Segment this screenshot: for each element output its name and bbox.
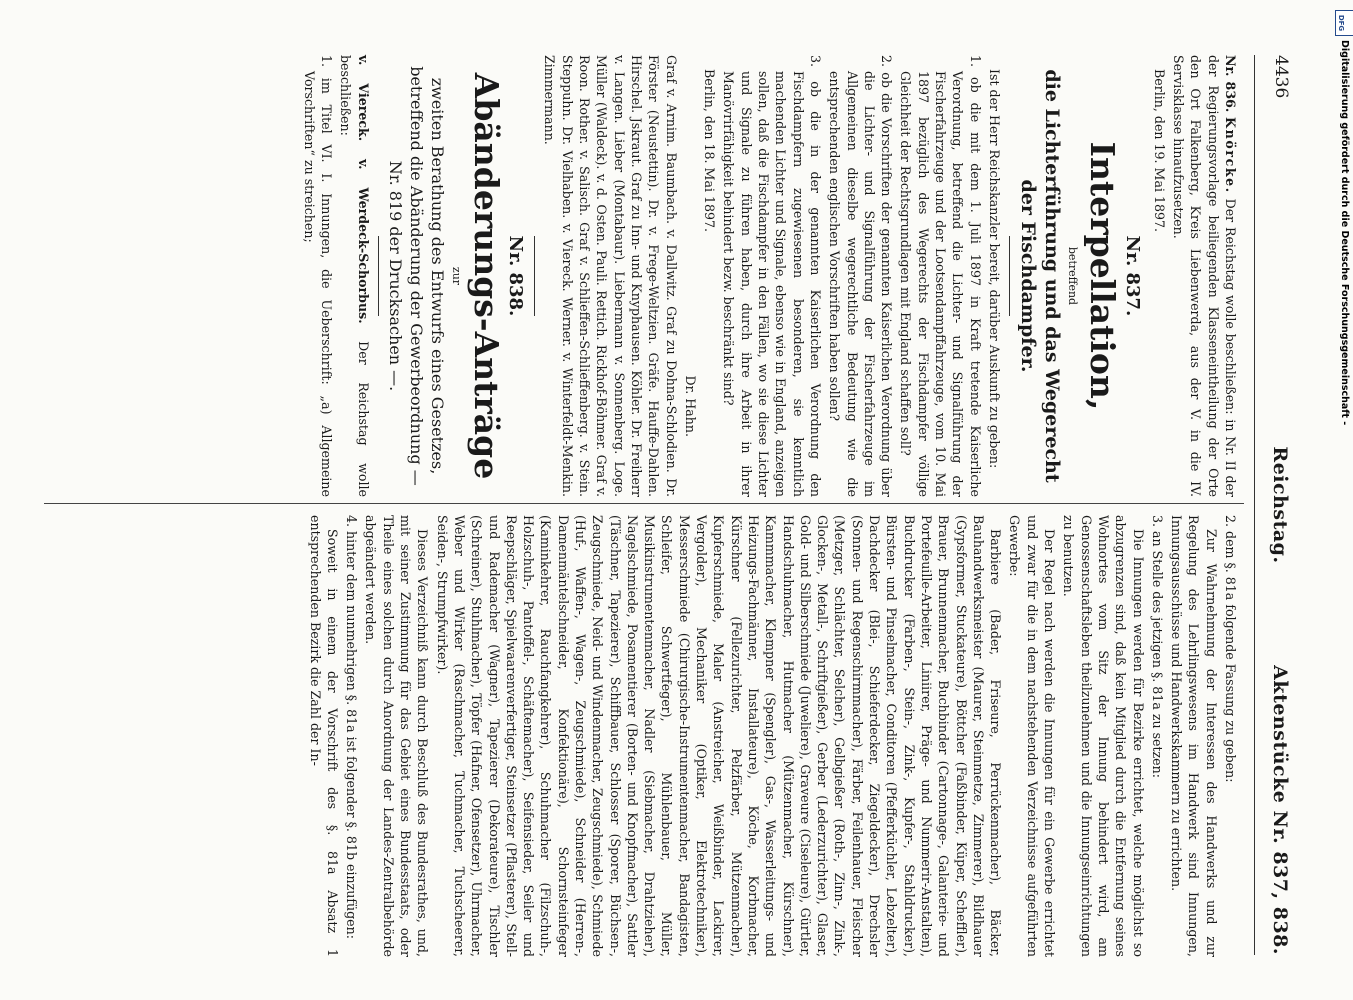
nr837-signatory: Dr. Hahn. <box>682 375 698 437</box>
nr836-name: Knörcke. <box>1223 117 1238 194</box>
amendment-3-text-2: Der Regel nach werden die Innungen für ein Gewerbe errichtet und zwar für die in dem nachstehenden Verzeichnisse aufgeführten Gewerbe: <box>1007 515 1058 957</box>
section-rule <box>1009 236 1010 316</box>
nr837-heading: Nr. 837. <box>1121 235 1143 317</box>
amendment-2: 2. dem §. 81a folgende Fassung zu geben: <box>1223 515 1238 783</box>
nr837-date: Berlin, den 18. Mai 1897. <box>702 69 718 233</box>
nr836-text: Der Reichstag wolle beschließen: in Nr. II der der Regierungsvorlage beiliegenden Klasseneintheilung der Orte den Ort Falkenberg, Kreis Liebenwerda, aus der V. in die IV. Servisklasse hinaufzusetzen. <box>1171 55 1238 497</box>
left-column <box>298 55 1239 497</box>
question-3: 3. ob die in der genannten Kaiserlichen Verordnung den Fischdampfern zugewiesenen besonderen, sie kenntlich machenden Lichter und Signale, ebenso wie in England, anzeigen sollen, daß die Fischdampfer in den Fällen, wo sie diese Lichter und Signale zu führen haben, durch ihre Arbeit in ihrer Manövrirfähigkeit behindert bezw. beschränkt sind? <box>721 55 823 497</box>
dfg-logo: DFG <box>1335 10 1353 36</box>
nr836-paragraph <box>1170 55 1239 497</box>
nr838-heading: Nr. 838. <box>505 235 527 317</box>
header-title: Reichstag. <box>1269 446 1291 564</box>
interpellation-subject: die Lichterführung und das Wegerecht der Fischdampfer. <box>1016 69 1063 483</box>
question-2: 2. ob die Vorschriften der genannten Kaiserlichen Verordnung über die Lichter- und Signalführung der Fischerfahrzeuge im Allgemeinen dieselbe wegerechtliche Bedeutung wie die entsprechenden englischen Vorschriften haben sollen? <box>827 55 895 497</box>
page-number: 4436 <box>1271 55 1291 99</box>
nr836-lead: Nr. 836. <box>1223 55 1238 113</box>
amendment-3-text: Die Innungen werden für Bezirke errichtet, welche möglichst so abzugrenzen sind, daß kein Mitglied durch die Entfernung seines Wohnortes vom Sitz der Innung behindert wird, am Genossenschaftsleben theilzunehmen und die Innungseinrichtungen zu benutzen. <box>1061 515 1146 957</box>
nr838-subject: zweiten Berathung des Entwurfs eines Gesetzes, betreffend die Abänderung der Gewerbeordnung — Nr. 819 der Drucksachen —. <box>385 66 447 486</box>
section-rule <box>534 236 535 316</box>
nr838-motion <box>337 55 372 497</box>
digitization-credit <box>1338 40 1350 880</box>
motion-text: Der Reichstag wolle beschließen: <box>338 55 371 497</box>
betreffend-label: betreffend <box>1066 246 1080 306</box>
amendment-4: 4. hinter dem nunmehrigen §. 81a ist folgender §. 81b einzufügen: <box>344 515 360 939</box>
list-amendment-note: Dieses Verzeichniß kann durch Beschluß des Bundesrathes, und, mit seiner Zustimmung für das Gebiet eines Bundesstaats, oder Theile eines solchen durch Anordnung der Landes-Zentralbehörde abgeändert werden. <box>363 515 431 957</box>
motion-authors: v. Viereck. v. Werdeck-Schorbus. <box>355 55 371 324</box>
page-header <box>1261 55 1291 955</box>
header-rule <box>1254 55 1255 955</box>
amendment-2-text: Zur Wahrnehmung der Interessen des Handwerks und zur Regelung des Lehrlingswesens im Handwerk sind Innungen, Innungsausschüsse und Handwerkskammern zu errichten. <box>1169 515 1219 957</box>
header-documents: Aktenstücke Nr. 837, 838. <box>1269 665 1291 955</box>
zur-label: zur <box>449 266 463 286</box>
question-1: 1. ob die mit dem 1. Juli 1897 in Kraft tretende Kaiserliche Verordnung, betreffend die Lichter- und Signalführung der Fischerfahrzeuge und der Lootsendampffahrzeuge, vom 10. Mai 1897 bezüglich des Wegerechts der Fischdampfer völlige Gleichheit der Rechtsgrundlagen mit England schaffen soll? <box>898 55 983 497</box>
amendments-title: Abänderungs-Anträge <box>466 72 506 480</box>
credit-text: Digitalisierung gefördert durch die Deutsche Forschungsgemeinschaft - <box>1339 40 1350 426</box>
interpellation-intro: Ist der Herr Reichskanzler bereit, darüber Auskunft zu geben: <box>986 69 1002 469</box>
column-divider <box>44 503 1244 504</box>
amendment-3: 3. an Stelle des jetzigen §. 81a zu setzen: <box>1149 515 1165 778</box>
section-rule <box>378 236 379 316</box>
right-column <box>304 515 1239 957</box>
trade-list: Barbiere (Bader, Friseure, Perrückenmacher), Bäcker, Bauhandwerksmeister (Maurer, Steinmetze, Zimmerer), Bildhauer (Gypsformer, Stuckateure), Böttcher (Faßbinder, Küper, Scheffler), Brauer, Brunnenmacher, Buchbinder (Cartonnage-, Galanterie- und Portefeuille-Arbeiter, Liniirer, Präge- und Nummerir-Anstalten), Buchdrucker (Farben-, Stein-, Zink-, Kupfer-, Stahldrucker), Bürsten- und Pinselmacher, Conditoren (Pfefferküchler, Lebzelter), Dachdecker (Blei-, Schieferdecker, Ziegeldecker), Drechsler (Sonnen- und Regenschirmmacher), Färber, Feilenhauer, Fleischer (Metzger, Schlächter, Selcher), Gelbgießer (Roth-, Zinn-, Zink-, Glocken-, Metall-, Schriftgießer), Gerber (Lederzurichter), Glaser, Gold- und Silberschmiede (Juweliere), Graveure (Ciseleure), Gürtler, Handschuhmacher, Hutmacher (Mützenmacher, Kürschner), Kammmacher, Klempner (Spengler), Gas-, Wasserleitungs- und Heizungs-Fachmänner, Installateure), Köche, Korbmacher, Kürschner (Fellezurichter, Pelzfärber, Mützenmacher), Kupferschmiede, Maler (Anstreicher, Weißbinder, Lackirer, Vergolder), Mechaniker (Optiker, Elektrotechniker), Messerschmiede (Chirurgische-Instrumentenmacher, Bandagisten, Schleifer, Schwertfeger), Mühlenbauer, Müller, Musikinstrumentenmacher, Nadler (Siebmacher, Drahtzieher), Nagelschmiede, Posamentierer (Borten- und Knopfmacher), Sattler (Täschner, Tapezierer), Schiffbauer, Schlosser (Sporer, Büchsen-, Zeugschmiede, Neid- und Windenmacher, Zeugschmiede), Schmiede (Huf-, Waffen-, Wagen-, Zeugschmiede), Schneider (Herren-, Damenmäntelschneider, Konfektionäre), Schornsteinfeger (Kaminkehrer, Rauchfangkehrer), Schuhmacher (Filzschuh-, Holzschuh-, Pantoffel-, Schäftemacher), Seifensieder, Seiler und Reepschläger, Spielwaarenverfertiger, Steinsetzer (Pflasterer), Stell- und Rademacher (Wagner), Tapezierer (Dekorateure), Tischler (Schreiner), Stuhlmacher), Töpfer (Hafner, Ofensetzer), Uhrmacher, Weber und Wirker (Raschmacher, Tuchmacher, Tuchscheerer, Seiden-, Strumpfwirker). <box>434 515 1004 957</box>
amendment-4-text: Soweit in einem der Vorschrift des §. 81a Absatz 1 entsprechenden Bezirk die Zahl der In- <box>307 515 340 957</box>
amendment-1: 1. im Titel VI. I. Innungen, die Ueberschrift: „a) Allgemeine Vorschriften“ zu streichen; <box>301 55 335 497</box>
interpellation-title: Interpellation, <box>1083 141 1123 411</box>
co-signers: Graf v. Arnim. Baumbach. v. Dallwitz. Graf zu Dohna-Schlodien. Dr. Förster (Neustettin). Dr. v. Frege-Weltzien. Gräfe. Hauffe-Dahlen. Hirschel. Jskraut. Graf zu Inn- und Knyphausen. Köhler. Dr. Freiherr v. Langen. Lieber (Montabaur). Liebermann v. Sonnenberg. Loge. Müller (Waldeck). v. d. Osten. Pauli. Rettich. Rickhof-Böhmer. Graf v. Roon. Rother. v. Salisch. Graf v. Schlieffen-Schlieffenberg. v. Stein. Steppuhn. Dr. Vielhaben. v. Viereck. Werner. v. Winterfeldt-Menkin. Zimmermann. <box>542 55 679 497</box>
nr836-date: Berlin, den 19. Mai 1897. <box>1151 69 1167 233</box>
